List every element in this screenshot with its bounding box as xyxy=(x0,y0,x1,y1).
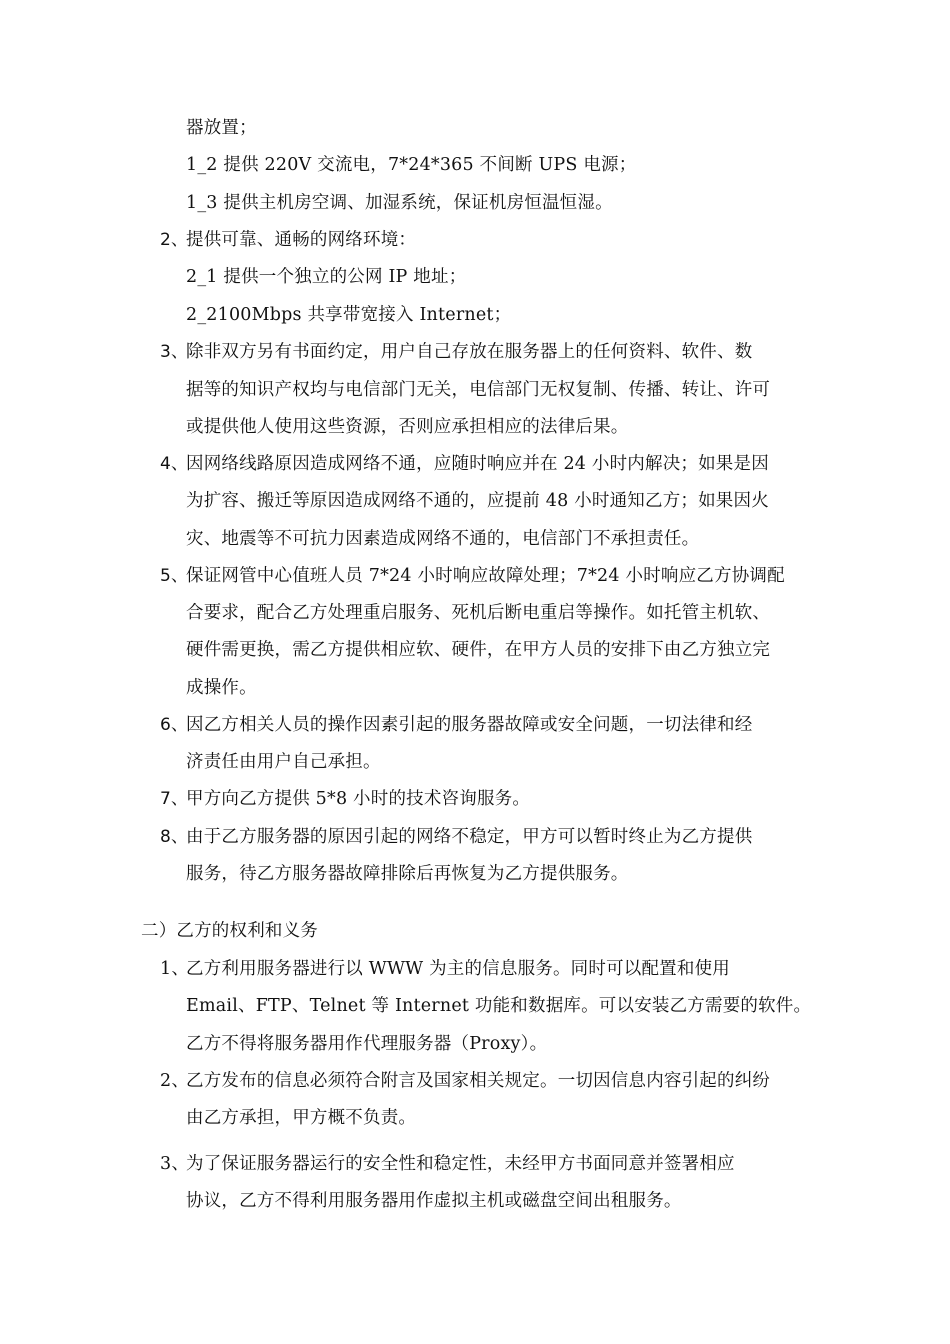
item-8-number: 8、 xyxy=(160,827,189,847)
item-4-line-1: 因网络线路原因造成网络不通，应随时响应并在 24 小时内解决；如果是因 xyxy=(186,454,769,474)
s2-item-2-line-1: 乙方发布的信息必须符合附言及国家相关规定。一切因信息内容引起的纠纷 xyxy=(186,1071,771,1091)
carryover-text: 器放置； xyxy=(186,118,257,138)
item-5-line-2: 合要求，配合乙方处理重启服务、死机后断电重启等操作。如托管主机软、 xyxy=(186,603,771,623)
item-5-line-3: 硬件需更换，需乙方提供相应软、硬件，在甲方人员的安排下由乙方独立完 xyxy=(186,640,771,660)
item-5-line-1: 保证网管中心值班人员 7*24 小时响应故障处理；7*24 小时响应乙方协调配 xyxy=(186,566,785,586)
item-2-number: 2、 xyxy=(160,230,189,250)
item-6-line-2: 济责任由用户自己承担。 xyxy=(186,752,381,772)
s2-item-2-number: 2、 xyxy=(160,1071,190,1091)
sub-item-2-2: 2_2100Mbps 共享带宽接入 Internet； xyxy=(186,305,512,325)
item-3-line-2: 据等的知识产权均与电信部门无关，电信部门无权复制、传播、转让、许可 xyxy=(186,380,771,400)
s2-item-3-line-1: 为了保证服务器运行的安全性和稳定性，未经甲方书面同意并签署相应 xyxy=(186,1154,735,1174)
item-4-number: 4、 xyxy=(160,454,189,474)
item-7-number: 7、 xyxy=(160,789,189,809)
s2-item-3-line-2: 协议，乙方不得利用服务器用作虚拟主机或磁盘空间出租服务。 xyxy=(186,1191,682,1211)
item-3-line-1: 除非双方另有书面约定，用户自己存放在服务器上的任何资料、软件、数 xyxy=(186,342,753,362)
s2-item-1-number: 1、 xyxy=(160,959,190,979)
item-5-number: 5、 xyxy=(160,566,189,586)
sub-item-2-1: 2_1 提供一个独立的公网 IP 地址； xyxy=(186,267,467,287)
item-4-line-2: 为扩容、搬迁等原因造成网络不通的，应提前 48 小时通知乙方；如果因火 xyxy=(186,491,769,511)
s2-item-1-line-3: 乙方不得将服务器用作代理服务器（Proxy）。 xyxy=(186,1034,548,1054)
sub-item-1-2: 1_2 提供 220V 交流电，7*24*365 不间断 UPS 电源； xyxy=(186,155,637,175)
item-6-number: 6、 xyxy=(160,715,189,735)
sub-item-1-3: 1_3 提供主机房空调、加湿系统，保证机房恒温恒湿。 xyxy=(186,193,613,213)
item-8-line-2: 服务，待乙方服务器故障排除后再恢复为乙方提供服务。 xyxy=(186,864,629,884)
item-5-line-4: 成操作。 xyxy=(186,678,257,698)
item-3-number: 3、 xyxy=(160,342,189,362)
item-7-line-1: 甲方向乙方提供 5*8 小时的技术咨询服务。 xyxy=(186,789,531,809)
s2-item-2-line-2: 由乙方承担，甲方概不负责。 xyxy=(186,1108,417,1128)
item-6-line-1: 因乙方相关人员的操作因素引起的服务器故障或安全问题，一切法律和经 xyxy=(186,715,753,735)
section-2-heading: 二）乙方的权利和义务 xyxy=(141,921,318,941)
s2-item-1-line-2: Email、FTP、Telnet 等 Internet 功能和数据库。可以安装乙方需要的软件。 xyxy=(186,996,812,1016)
s2-item-3-number: 3、 xyxy=(160,1154,190,1174)
item-4-line-3: 灾、地震等不可抗力因素造成网络不通的，电信部门不承担责任。 xyxy=(186,529,700,549)
item-2-line-1: 提供可靠、通畅的网络环境： xyxy=(186,230,417,250)
s2-item-1-line-1: 乙方利用服务器进行以 WWW 为主的信息服务。同时可以配置和使用 xyxy=(186,959,730,979)
item-3-line-3: 或提供他人使用这些资源，否则应承担相应的法律后果。 xyxy=(186,417,629,437)
item-8-line-1: 由于乙方服务器的原因引起的网络不稳定，甲方可以暂时终止为乙方提供 xyxy=(186,827,753,847)
